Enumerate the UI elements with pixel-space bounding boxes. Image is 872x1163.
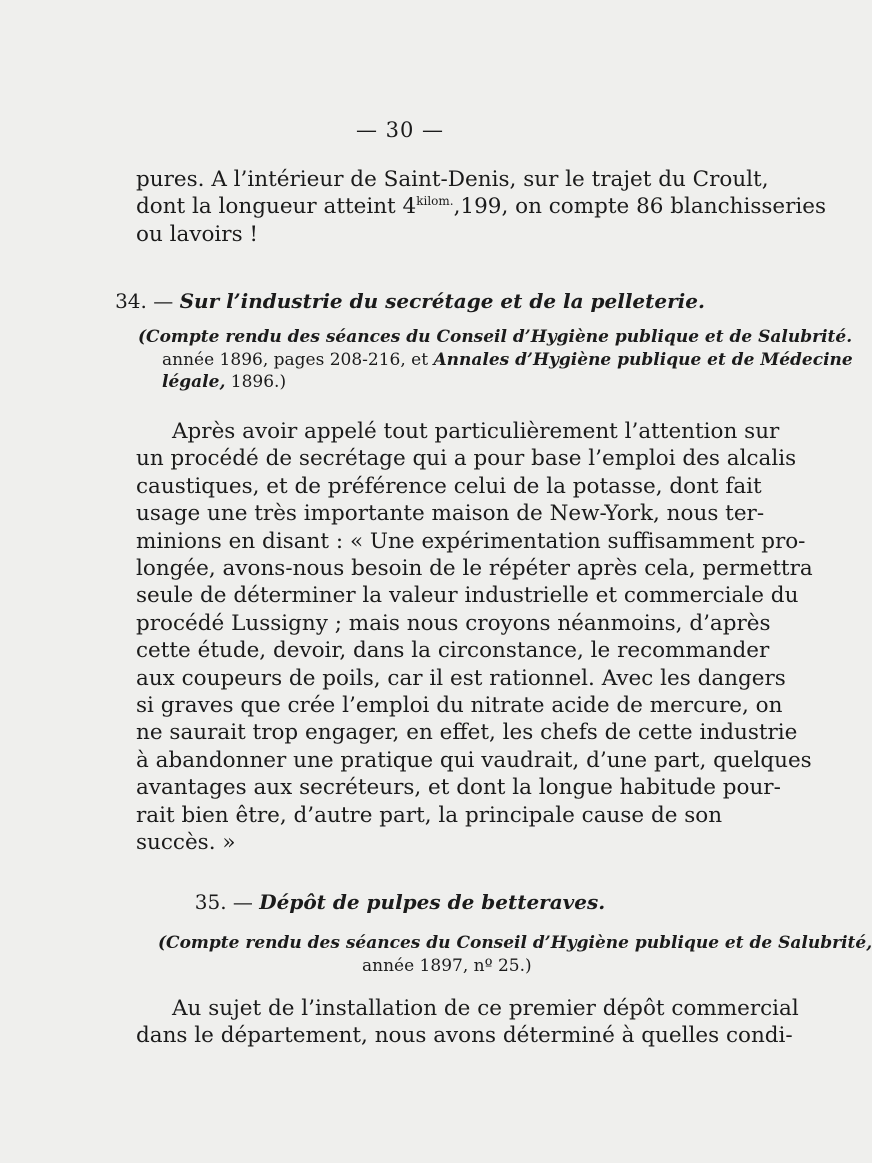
heading-dash: — (232, 890, 253, 914)
text-line: un procédé de secrétage qui a pour base l’emploi des alcalis (136, 446, 797, 472)
reference-text: (Compte rendu des séances du Conseil d’Hygiène publique et de Salubrité, (158, 933, 872, 953)
section-34-reference (138, 326, 853, 394)
heading-dash: — (153, 289, 174, 313)
text-line: à abandonner une pratique qui vaudrait, d’une part, quelques (136, 747, 812, 773)
page-number: — 30 — (355, 118, 445, 142)
text-line: succès. » (136, 830, 236, 856)
superscript-unit: kilom. (416, 194, 454, 209)
text-line: rait bien être, d’autre part, la principale cause de son (136, 802, 723, 828)
text-line: usage une très importante maison de New-York, nous ter- (136, 501, 765, 527)
text-line: seule de déterminer la valeur industrielle et commerciale du (136, 583, 799, 609)
reference-text: 1896.) (225, 372, 287, 392)
text-fragment: ,199, on compte 86 blanchisseries (453, 194, 827, 220)
text-line: si graves que crée l’emploi du nitrate acide de mercure, on (136, 693, 783, 719)
section-34-paragraph (136, 418, 813, 857)
section-35-paragraph (136, 995, 799, 1050)
text-line: ne saurait trop engager, en effet, les chefs de cette industrie (136, 720, 798, 746)
opening-paragraph (136, 166, 827, 248)
reference-text: légale, (162, 372, 226, 392)
reference-line (138, 349, 853, 372)
text-line: minions en disant : « Une expérimentation suffisamment pro- (136, 528, 806, 554)
section-title: Dépôt de pulpes de betteraves. (259, 890, 606, 914)
section-34-heading (0, 289, 800, 313)
text-line: cette étude, devoir, dans la circonstance, le recommander (136, 638, 770, 664)
reference-text: Annales d’Hygiène publique et de Médecine (433, 349, 853, 370)
reference-line (158, 932, 872, 955)
reference-line: année 1897, nº 25.) (362, 955, 532, 976)
text-line: Après avoir appelé tout particulièrement l’attention sur (172, 419, 780, 444)
text-line: aux coupeurs de poils, car il est rationnel. Avec les dangers (136, 665, 786, 691)
section-number: 35. (194, 890, 227, 914)
text-line: caustiques, et de préférence celui de la potasse, dont fait (136, 473, 762, 499)
text-line: pures. A l’intérieur de Saint-Denis, sur le trajet du Croult, (136, 167, 769, 192)
reference-text: année 1896, pages 208-216, et (162, 349, 434, 370)
section-title: Sur l’industrie du secrétage et de la pelleterie. (179, 289, 705, 313)
text-line: Au sujet de l’installation de ce premier dépôt commercial (172, 996, 799, 1021)
reference-text: (Compte rendu des séances du Conseil d’Hygiène publique et de Salubrité. (138, 327, 853, 347)
section-number: 34. (115, 289, 147, 313)
text-line: ou lavoirs ! (136, 221, 259, 247)
text-fragment: dont la longueur atteint 4 (136, 194, 417, 220)
text-line: dans le département, nous avons déterminé à quelles condi- (136, 1023, 793, 1049)
text-line: longée, avons-nous besoin de le répéter après cela, permettra (136, 556, 813, 582)
reference-line (138, 326, 853, 349)
section-35-reference (158, 932, 872, 977)
text-line: avantages aux secréteurs, et dont la longue habitude pour- (136, 775, 781, 801)
reference-line (138, 371, 708, 394)
section-35-heading (0, 890, 800, 914)
text-line (136, 193, 827, 220)
text-line: procédé Lussigny ; mais nous croyons néanmoins, d’après (136, 610, 771, 636)
